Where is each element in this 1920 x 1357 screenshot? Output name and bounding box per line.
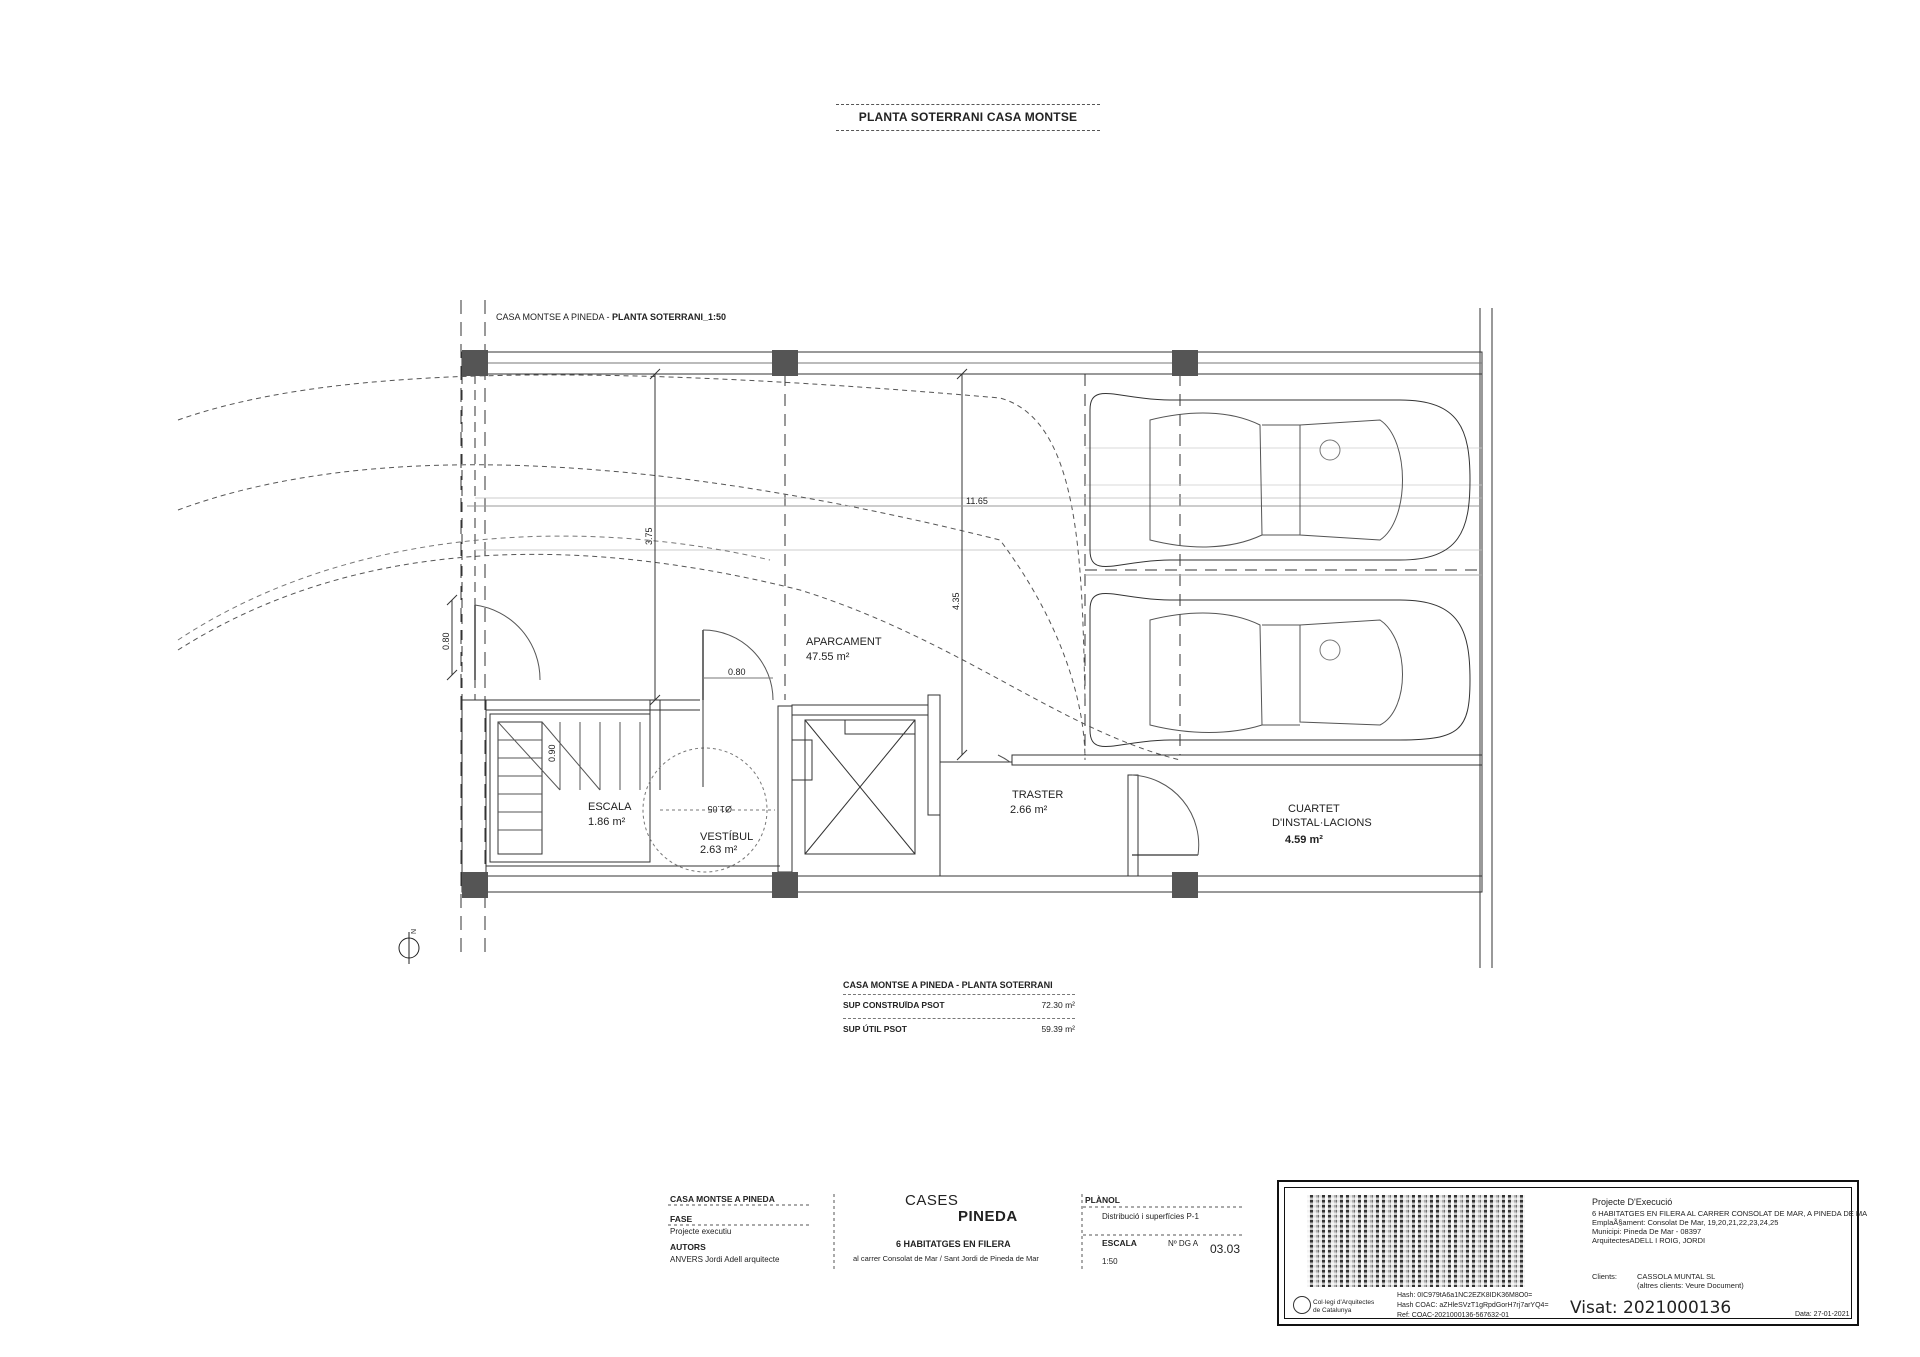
column bbox=[772, 350, 798, 376]
manoeuvre-arc bbox=[178, 465, 1085, 760]
room-area-aparcament: 47.55 m² bbox=[806, 651, 850, 663]
area-table-heading: CASA MONTSE A PINEDA - PLANTA SOTERRANI bbox=[843, 980, 1053, 990]
visat-line4: Municipi: Pineda De Mar - 08397 bbox=[1592, 1227, 1702, 1236]
door-swing bbox=[1132, 775, 1199, 855]
area-table bbox=[843, 980, 1075, 1042]
visat-colegi-1: Col·legi d'Arquitectes bbox=[1313, 1299, 1375, 1306]
manoeuvre-arc bbox=[178, 375, 1085, 700]
sheet-title: PLANTA SOTERRANI CASA MONTSE bbox=[836, 104, 1100, 131]
visat-clients-note: (altres clients: Veure Document) bbox=[1637, 1281, 1744, 1290]
room-area-vestibul: 2.63 m² bbox=[700, 844, 738, 856]
storage-wall bbox=[1012, 755, 1482, 765]
visat-frame bbox=[1284, 1187, 1868, 1319]
visat-colegi-2: de Catalunya bbox=[1313, 1307, 1352, 1314]
tb-brand-2: PINEDA bbox=[958, 1208, 1018, 1225]
north-label: N bbox=[411, 928, 418, 934]
visat-stamp bbox=[1277, 1180, 1868, 1326]
stair bbox=[490, 714, 650, 862]
room-label-escala: ESCALA bbox=[588, 801, 632, 813]
lift-wall bbox=[778, 706, 792, 872]
visat-clients-value: CASSOLA MUNTAL SL bbox=[1637, 1272, 1716, 1281]
area-row-value: 59.39 m² bbox=[1041, 1024, 1075, 1034]
visat-line2: 6 HABITATGES EN FILERA AL CARRER CONSOLAT DE MAR, A PINEDA DE MA bbox=[1592, 1209, 1868, 1218]
door-swing bbox=[998, 755, 1010, 762]
area-row-value: 72.30 m² bbox=[1041, 1000, 1075, 1010]
partition-wall bbox=[1128, 775, 1138, 876]
qr-code-icon bbox=[1307, 1195, 1525, 1287]
room-label-cuartet-2: D'INSTAL·LACIONS bbox=[1272, 817, 1372, 829]
area-row bbox=[843, 994, 1075, 1018]
tb-num-label: Nº DG A bbox=[1168, 1239, 1199, 1248]
room-area-cuartet: 4.59 m² bbox=[1285, 834, 1323, 846]
tb-planol-value: Distribució i superfícies P-1 bbox=[1102, 1212, 1199, 1221]
area-row-label: SUP ÚTIL PSOT bbox=[843, 1024, 907, 1034]
room-area-traster: 2.66 m² bbox=[1010, 804, 1048, 816]
tb-autors-label: AUTORS bbox=[670, 1242, 706, 1252]
room-label-cuartet: CUARTET bbox=[1288, 803, 1340, 815]
dim-3-75: 3.75 bbox=[644, 527, 654, 545]
dim-0-80-h: 0.80 bbox=[728, 667, 746, 677]
column bbox=[1172, 872, 1198, 898]
visat-hash2: Hash COAC: aZHleSVzT1gRpdGorH7rj7arYQ4= bbox=[1397, 1302, 1549, 1309]
lift-wall bbox=[792, 705, 928, 715]
tb-autors-value: ANVERS Jordi Adell arquitecte bbox=[670, 1255, 780, 1264]
stair-flight bbox=[498, 722, 542, 854]
car-bottom bbox=[1090, 593, 1470, 746]
column bbox=[772, 872, 798, 898]
visat-line5: ArquitectesADELL I ROIG, JORDI bbox=[1592, 1236, 1706, 1245]
columns bbox=[462, 350, 1198, 898]
visat-clients-label: Clients: bbox=[1592, 1272, 1618, 1281]
dim-0-80-v: 0.80 bbox=[441, 632, 451, 650]
dim-11-65: 11.65 bbox=[966, 496, 988, 506]
tb-fase-label: FASE bbox=[670, 1214, 693, 1224]
door-swing bbox=[703, 630, 773, 700]
car-top bbox=[1090, 393, 1470, 566]
column bbox=[462, 350, 488, 376]
tb-subtitle: 6 HABITATGES EN FILERA bbox=[896, 1239, 1011, 1249]
plan-caption-prefix: CASA MONTSE A PINEDA - bbox=[496, 312, 613, 322]
tb-escala-value: 1:50 bbox=[1102, 1257, 1118, 1266]
dim-4-35: 4.35 bbox=[951, 592, 961, 610]
tb-fase-value: Projecte executiu bbox=[670, 1227, 732, 1236]
room-label-aparcament: APARCAMENT bbox=[806, 636, 882, 648]
area-row bbox=[843, 1018, 1075, 1042]
room-label-traster: TRASTER bbox=[1012, 789, 1064, 801]
tb-num-value: 03.03 bbox=[1210, 1242, 1241, 1256]
tb-project: CASA MONTSE A PINEDA bbox=[670, 1194, 775, 1204]
manoeuvre-arc bbox=[178, 554, 1180, 760]
tb-address: al carrer Consolat de Mar / Sant Jordi de Pineda de Mar bbox=[853, 1254, 1039, 1263]
visat-hash1: Hash: 0IC979tA6a1NC2EZK8IDK36M8O0= bbox=[1397, 1292, 1533, 1299]
tb-escala-label: ESCALA bbox=[1102, 1238, 1137, 1248]
lift-wall bbox=[928, 695, 940, 815]
column bbox=[1172, 350, 1198, 376]
column bbox=[462, 872, 488, 898]
lift-panel bbox=[792, 740, 812, 780]
bottom-wall bbox=[462, 876, 1482, 892]
stair-treads bbox=[498, 722, 640, 830]
dim-0-90: 0.90 bbox=[547, 744, 557, 762]
visat-line1: Projecte D'Execució bbox=[1592, 1197, 1673, 1207]
core-wall bbox=[462, 700, 486, 876]
tb-brand-1: CASES bbox=[905, 1192, 959, 1209]
visat-ref: Ref: COAC-2021000136-567632-01 bbox=[1397, 1312, 1510, 1319]
lift-machine bbox=[845, 720, 915, 734]
dim-1-05: Ø1.05 bbox=[707, 804, 732, 814]
visat-number: Visat: 2021000136 bbox=[1570, 1298, 1732, 1318]
tb-planol-label: PLÀNOL bbox=[1085, 1195, 1120, 1205]
manoeuvre-arc bbox=[178, 536, 770, 640]
room-area-escala: 1.86 m² bbox=[588, 816, 626, 828]
plan-caption-scale: PLANTA SOTERRANI_1:50 bbox=[612, 312, 727, 322]
coac-logo-icon bbox=[1293, 1296, 1311, 1314]
visat-line3: EmplaÃ§ament: Consolat De Mar, 19,20,21,22,23,24,25 bbox=[1592, 1218, 1779, 1227]
room-label-vestibul: VESTÍBUL bbox=[700, 831, 754, 843]
area-row-label: SUP CONSTRUÏDA PSOT bbox=[843, 1000, 945, 1010]
visat-date: Data: 27-01-2021 bbox=[1795, 1311, 1850, 1318]
